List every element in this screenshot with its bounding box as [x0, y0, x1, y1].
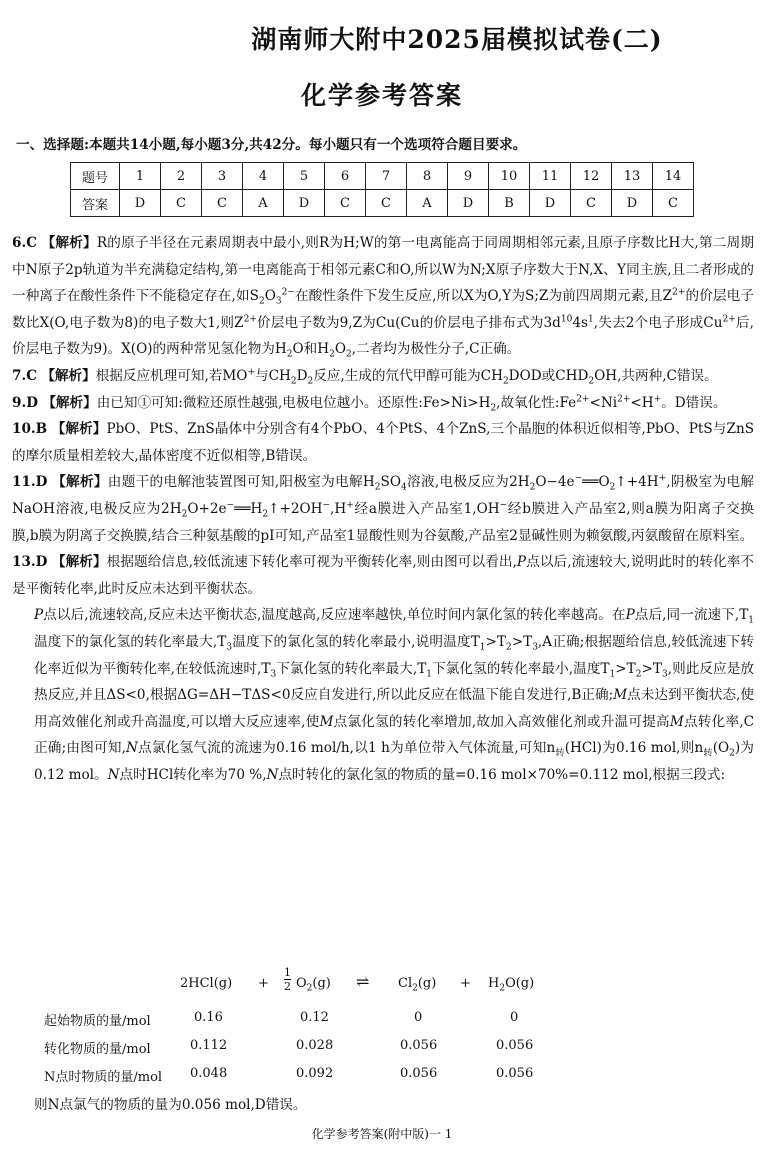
text: D	[296, 367, 308, 384]
equilibrium-arrow: ⇌	[356, 972, 370, 991]
cell-answer: A	[243, 190, 284, 217]
text: 后,价层电子数为9)。X(O)的两种常见氢化物为H	[12, 314, 754, 358]
analysis-tag: 【解析】	[52, 474, 108, 491]
text: ,阴极室为电解NaOH溶液,电极反应为2H	[12, 474, 755, 517]
explanation-q11: 11.D 【解析】由题干的电解池装置图可知,阳极室为电解$H_2SO_4$溶液,电极反应为$2H_2O-4e^-══O_2↑+4H^+$,阴极室为电解NaOH溶液,电极反应为$2H_2O+2e^-══H_2↑+2OH^-,H^+$经a膜进入产品室1,OH−经b膜进入产品室2,则a膜为阳离子交换膜,b膜为阴离子交换膜,结合三种氨基酸的pI可知,产品室1显酸性则为谷氨酸,产品室2显碱性则为赖氨酸,丙氨酸留在原料室。	[12, 473, 755, 544]
text: 点以后,流速较大,说明此时的转化率不是平衡转化率,此时反应未达到平衡状态。	[12, 554, 754, 597]
stage-value: 0.056	[496, 1066, 534, 1081]
stage-label: 起始物质的量/mol	[44, 1014, 151, 1029]
cell-answer: D	[284, 190, 325, 217]
text: 点转化率,C正确;由图可知,	[34, 713, 754, 757]
text: 4s	[572, 314, 588, 331]
row-label-number: 题号	[71, 163, 120, 190]
text: (g)	[417, 976, 437, 991]
text: >T	[615, 660, 636, 677]
text: R的原子半径在元素周期表中最小,则R为H;W的第一电离能高于同周期相邻元素,且原子序数比H大,第二周期中N原子2p轨道为半充满稳定结构,第一电离能高于相邻元素C和O,所以W为N;X原子序数大于N,X、Y同主族,且二者形成的一种离子在酸性条件下不能稳定存在,如S	[12, 235, 754, 305]
cell-answer: D	[448, 190, 489, 217]
cell-number: 14	[653, 163, 694, 190]
cell-answer: C	[366, 190, 407, 217]
stage-value: 0.048	[190, 1066, 228, 1081]
cell-answer: C	[653, 190, 694, 217]
text: DOD或CHD	[508, 367, 589, 384]
text: <H	[630, 394, 654, 411]
page-footer: 化学参考答案(附中版)一 1	[311, 1127, 453, 1141]
analysis-tag: 【解析】	[51, 554, 107, 571]
text: ,则此反应是放热反应,并且ΔS<0,根据ΔG=ΔH−TΔS<0反应自发进行,所以此反应在低温下能自发进行,B正确;	[34, 660, 755, 704]
final-statement: 则N点氯气的物质的量为0.056 mol,D错误。	[34, 1097, 307, 1113]
text: M	[613, 687, 628, 704]
text: ══O	[582, 474, 610, 491]
answer-table	[70, 162, 694, 217]
text: 由题干的电解池装置图可知,阳极室为电解H	[107, 474, 375, 491]
text: H	[488, 976, 500, 991]
stage-value: 0.056	[400, 1066, 438, 1081]
text: 由已知①可知:微粒还原性越强,电极电位越小。还原性:Fe>Ni>H	[96, 394, 491, 411]
cell-number: 8	[407, 163, 448, 190]
stage-value: 0.056	[400, 1038, 438, 1053]
explanation-q10	[12, 416, 754, 469]
page-title: 湖南师大附中2025届模拟试卷(二)	[251, 25, 663, 54]
text: >T	[485, 633, 506, 650]
text: 温度下的氯化氢的转化率最大,T	[34, 633, 227, 650]
cell-answer: D	[530, 190, 571, 217]
text: ══H	[234, 500, 263, 517]
cell-number: 10	[489, 163, 530, 190]
text: O+2e	[187, 500, 227, 517]
question-number: 7.C	[12, 367, 38, 384]
cell-number: 12	[571, 163, 612, 190]
text: ,A正确;根据题给信息,较低流速下转化率近似为平衡转化率,在较低流速时,T	[34, 633, 754, 677]
eq-h2o: $H_2O(g)$	[488, 976, 535, 994]
stage-value: 0.112	[190, 1038, 228, 1053]
answer-table-row-numbers	[71, 163, 694, 190]
cell-answer: B	[489, 190, 530, 217]
text: 点以后,流速较高,反应未达平衡状态,温度越高,反应速率越快,单位时间内氯化氢的转化率越高。在	[43, 607, 626, 624]
frac-denominator: 2	[284, 980, 291, 993]
text: 点氯化氢气流的流速为0.16 mol/h,以1 h为单位带入气体流量,可知n	[137, 740, 556, 757]
text: 经a膜进入产品室1,OH	[353, 500, 500, 517]
text: >T	[511, 633, 533, 650]
explanation-q13	[12, 549, 754, 602]
explanation-q13-para2: P点以后,流速较高,反应未达平衡状态,温度越高,反应速率越快,单位时间内氯化氢的转化率越高。在P点后,同一流速下$,T_1$温度下的氯化氢的转化率最大$,T_3$温度下的氯化氢的转化率最小,说明温度$T_1>T_2>T_3,A$正确;根据题给信息,较低流速下转化率近似为平衡转化率,在较低流速时$,T_3$下氯化氢的转化率最大$,T_1$下氯化氢的转化率最小,温度$T_1>T_2>T_3$,则此反应是放热反应,并且ΔS<0,根据ΔG=ΔH−TΔS<0反应自发进行,所以此反应在低温下能自发进行,B正确;M点未达到平衡状态,使用高效催化剂或升高温度,可以增大反应速率,使M点氯化氢的转化率增加,故加入高效催化剂或升温可提高M点转化率,C正确;由图可知,N点氯化氢气流的流速为0.16 mol/h,以1 h为单位带入气体流量,可知$n_转(HCl)$为0.16 mol,则$n_转(O_2)$为0.12 mol。N点时HCl转化率为70 %,N点时转化的氯化氢的物质的量=0.16 mol×70%=0.112 mol,根据三段式:	[34, 607, 755, 783]
text: 根据反应机理可知,若MO	[95, 367, 248, 384]
cell-answer: D	[120, 190, 161, 217]
question-number: 13.D	[12, 554, 48, 571]
answer-table-row-answers	[71, 190, 694, 217]
text: N	[266, 766, 279, 783]
cell-number: 2	[161, 163, 202, 190]
text: 经b膜进入产品室2,则a膜为阳离子交换膜,b膜为阴离子交换膜,结合三种氨基酸的pI可知,产品室1显酸性则为谷氨酸,产品室2显碱性则为赖氨酸,丙氨酸留在原料室。	[12, 500, 755, 544]
text: N	[107, 766, 120, 783]
cell-answer: C	[161, 190, 202, 217]
question-number: 10.B	[12, 421, 48, 438]
three-stage-table	[44, 1006, 604, 1090]
cell-answer: D	[612, 190, 653, 217]
stage-value: 0.056	[496, 1038, 534, 1053]
text: 点时转化的氯化氢的物质的量=0.16 mol×70%=0.112 mol,根据三段式:	[278, 766, 726, 783]
stage-value: 0.028	[296, 1038, 334, 1053]
text: (g)	[312, 976, 331, 991]
text: >T	[641, 660, 662, 677]
stage-value: 0.12	[300, 1010, 329, 1025]
analysis-tag: 【解析】	[51, 421, 107, 438]
explanation-q6: 6.C 【解析】R的原子半径在元素周期表中最小,则R为H;W的第一电离能高于同周期相邻元素,且原子序数比H大,第二周期中N原子2p轨道为半充满稳定结构,第一电离能高于相邻元素C和O,所以W为N;X原子序数大于N,X、Y同主族,且二者形成的一种离子在酸性条件下不能稳定存在,如$S_2O_3^{2-}$在酸性条件下发生反应,所以X为O,Y为S;Z为前四周期元素,且$Z^{2+}$的价层电子数比X(O,电子数为8)的电子数大1,则$Z^{2+}$价层电子数为9,Z为Cu(Cu的价层电子排布式为$3d^{10}4s^1$,失去2个电子形成$Cu^{2+}$后,价层电子数为9)。X(O)的两种常见氢化物为$H_2O$和$H_2O_2$,二者均为极性分子,C正确。	[12, 235, 754, 361]
text: N	[125, 740, 138, 757]
text: O(g)	[505, 976, 535, 991]
cell-number: 4	[243, 163, 284, 190]
text: ,二者均为极性分子,C正确。	[351, 341, 521, 358]
cell-number: 5	[284, 163, 325, 190]
text: 。D错误。	[661, 394, 727, 411]
text: O	[334, 341, 346, 358]
text: 反应,生成的氘代甲醇可能为CH	[313, 367, 503, 384]
cell-answer: C	[325, 190, 366, 217]
stage-label: N点时物质的量/mol	[44, 1070, 163, 1085]
text: (O	[712, 740, 730, 757]
eq-hcl: 2HCl(g)	[180, 976, 233, 991]
text: OH,共两种,C错误。	[594, 367, 718, 384]
cell-number: 9	[448, 163, 489, 190]
cell-number: 1	[120, 163, 161, 190]
eq-fraction	[284, 966, 291, 993]
eq-plus: +	[258, 976, 269, 991]
question-number: 9.D	[12, 394, 38, 411]
explanation-q7: 7.C 【解析】根据反应机理可知,若MO+与$CH_2D_2$反应,生成的氘代甲醇可能为$CH_2DOD$或$CHD_2OH$,共两种,C错误。	[12, 367, 718, 387]
text: ,H	[330, 500, 347, 517]
text: P	[34, 607, 44, 624]
text: O	[264, 288, 276, 305]
stage-row	[44, 1062, 604, 1090]
stage-value: 0.16	[194, 1010, 223, 1025]
cell-number: 13	[612, 163, 653, 190]
stage-row	[44, 1006, 604, 1034]
text: 点未达到平衡状态,使用高效催化剂或升高温度,可以增大反应速率,使	[34, 687, 754, 730]
text: O−4e	[535, 474, 575, 491]
text: 点氯化氢的转化率增加,故加入高效催化剂或升温可提高	[333, 713, 670, 730]
cell-answer: C	[202, 190, 243, 217]
text: 在酸性条件下发生反应,所以X为O,Y为S;Z为前四周期元素,且Z	[294, 288, 673, 305]
text: )为0.12 mol。	[34, 740, 754, 783]
eq-o2: $O_2(g)$	[296, 976, 331, 994]
analysis-tag: 【解析】	[41, 367, 96, 384]
text: M	[669, 713, 684, 730]
text: O和H	[292, 341, 330, 358]
question-number: 11.D	[12, 474, 48, 491]
text: ↑+2OH	[268, 500, 323, 517]
text: 下氯化氢的转化率最小,温度T	[432, 660, 610, 677]
stage-label: 转化物质的量/mol	[44, 1042, 151, 1057]
text: ,失去2个电子形成Cu	[593, 314, 723, 331]
eq-plus: +	[460, 976, 471, 991]
text: 点时HCl转化率为70 %,	[119, 766, 267, 783]
eq-cl2: $Cl_2(g)$	[398, 976, 437, 994]
cell-answer: C	[571, 190, 612, 217]
text: M	[319, 713, 334, 730]
text: SO	[380, 474, 401, 491]
analysis-tag: 【解析】	[42, 394, 97, 411]
cell-answer: A	[407, 190, 448, 217]
text: ,故氧化性:Fe	[496, 394, 577, 411]
cell-number: 7	[366, 163, 407, 190]
text: 与CH	[255, 367, 291, 384]
text: ↑+4H	[615, 474, 659, 491]
question-number: 6.C	[12, 235, 38, 251]
explanation-q9: 9.D 【解析】由已知①可知:微粒还原性越强,电极电位越小。还原性$:Fe>Ni>H_2$,故氧化性$:Fe^{2+}<Ni^{2+}<H^+$。D错误。	[12, 394, 727, 414]
cell-number: 6	[325, 163, 366, 190]
text: <Ni	[589, 394, 618, 411]
section-heading: 一、选择题:本题共14小题,每小题3分,共42分。每小题只有一个选项符合题目要求。	[16, 137, 527, 153]
reaction-equation	[180, 968, 600, 1004]
row-label-answer: 答案	[71, 190, 120, 217]
text: 的价层电子数比X(O,电子数为8)的电子数大1,则Z	[12, 288, 754, 331]
text: 价层电子数为9,Z为Cu(Cu的价层电子排布式为3d	[256, 314, 561, 331]
text: 溶液,电极反应为2H	[406, 474, 530, 491]
text: P	[516, 554, 527, 571]
text: 点后,同一流速下,T	[634, 607, 749, 624]
text: 根据题给信息,较低流速下转化率可视为平衡转化率,则由图可以看出,	[106, 554, 517, 571]
analysis-tag: 【解析】	[41, 235, 97, 251]
text: 温度下的氯化氢的转化率最小,说明温度T	[232, 633, 480, 650]
text: P	[625, 607, 635, 624]
text: PbO、PtS、ZnS晶体中分别含有4个PbO、4个PtS、4个ZnS,三个晶胞的体积近似相等,PbO、PtS与ZnS的摩尔质量相差较大,晶体密度不近似相等,B错误。	[12, 421, 755, 464]
stage-row	[44, 1034, 604, 1062]
cell-number: 3	[202, 163, 243, 190]
text: O	[296, 976, 307, 991]
page-subtitle: 化学参考答案	[300, 81, 463, 110]
stage-value: 0.092	[296, 1066, 334, 1081]
stage-value: 0	[414, 1010, 423, 1025]
text: (HCl)为0.16 mol,则n	[564, 740, 704, 757]
frac-numerator: 1	[284, 966, 291, 979]
text: 下氯化氢的转化率最大,T	[276, 660, 427, 677]
explanations	[12, 230, 754, 788]
cell-number: 11	[530, 163, 571, 190]
text: Cl	[398, 976, 413, 991]
stage-value: 0	[510, 1010, 519, 1025]
